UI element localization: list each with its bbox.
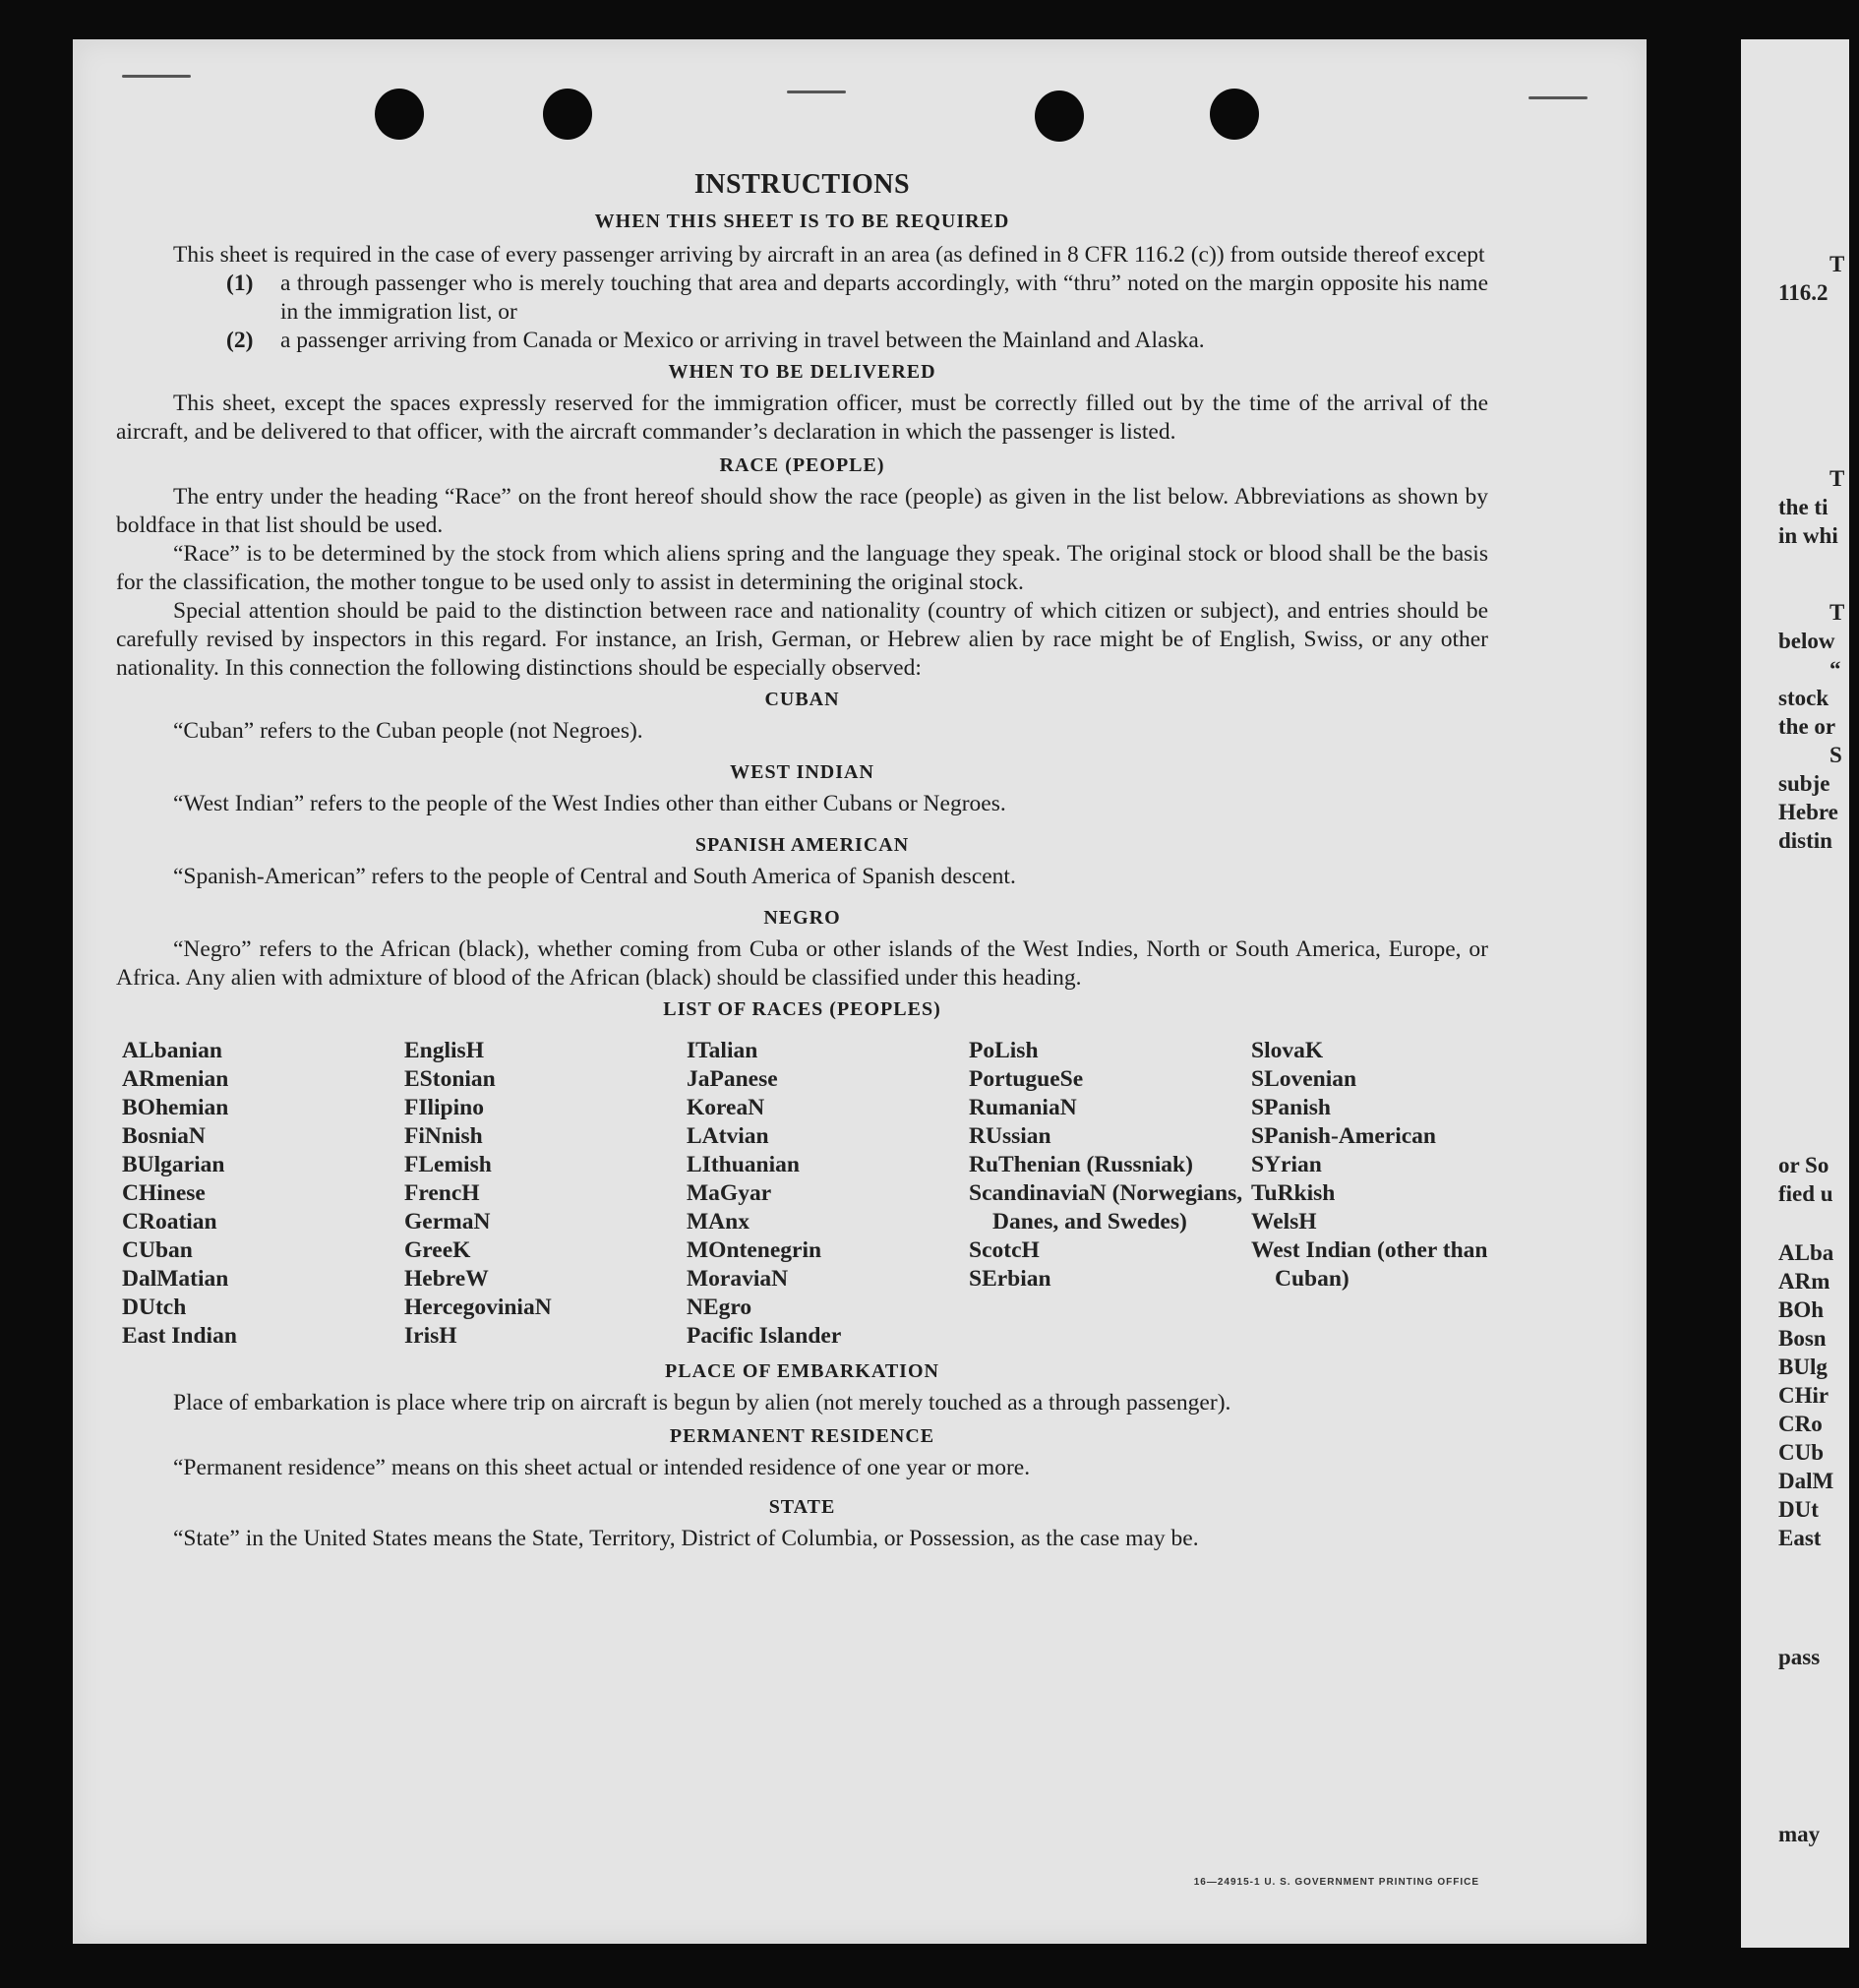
race-entry: BosniaN	[122, 1123, 206, 1149]
race-entry: CUban	[122, 1237, 193, 1263]
scan-mark	[122, 75, 191, 78]
race-entry: BUlgarian	[122, 1152, 225, 1177]
race-entry: FrencH	[404, 1180, 480, 1206]
section-heading-spanish-american: SPANISH AMERICAN	[694, 834, 910, 856]
race-entry: SErbian	[969, 1266, 1051, 1292]
printer-imprint: 16—24915-1 U. S. GOVERNMENT PRINTING OFFICE	[1193, 1877, 1479, 1888]
item-number: (2)	[226, 328, 254, 353]
state-text: “State” in the United States means the State, Territory, District of Columbia, or Possession, as the case may be.	[173, 1526, 1199, 1551]
fragment-text: Bosn	[1778, 1326, 1827, 1351]
race-entry: HebreW	[404, 1266, 489, 1292]
section-heading-west-indian: WEST INDIAN	[730, 761, 874, 783]
fragment-text: Hebre	[1778, 800, 1838, 824]
spanish-american-text: “Spanish-American” refers to the people of Central and South America of Spanish descent.	[173, 864, 1016, 889]
punch-hole	[1035, 90, 1084, 142]
page-title: INSTRUCTIONS	[693, 169, 911, 200]
embarkation-text: Place of embarkation is place where trip on aircraft is begun by alien (not merely touched as a through passenger).	[173, 1390, 1231, 1416]
fragment-text: stock	[1778, 686, 1829, 710]
residence-text: “Permanent residence” means on this sheet actual or intended residence of one year or more.	[173, 1455, 1031, 1480]
punch-hole	[375, 89, 424, 140]
races-column	[404, 1037, 687, 1351]
section-heading-residence: PERMANENT RESIDENCE	[669, 1425, 935, 1447]
item-text: a through passenger who is merely touching that area and departs accordingly, with “thru” noted on the margin opposite his name in the immigration list, or	[280, 271, 1488, 325]
fragment-text: “	[1829, 657, 1841, 682]
fragment-text: BUlg	[1778, 1355, 1828, 1379]
fragment-text: subje	[1778, 771, 1830, 796]
race-entry: MOntenegrin	[687, 1237, 822, 1263]
race-entry: CRoatian	[122, 1209, 217, 1235]
exception-item	[116, 327, 1488, 355]
section-heading-cuban: CUBAN	[764, 689, 840, 710]
west-indian-text: “West Indian” refers to the people of the West Indies other than either Cubans or Negroes.	[173, 791, 1006, 816]
race-entry: MoraviaN	[687, 1266, 789, 1292]
scan-mark	[1529, 96, 1588, 99]
scan-mark	[787, 90, 846, 93]
race-entry: Pacific Islander	[687, 1323, 842, 1349]
fragment-text: T	[1829, 466, 1845, 491]
race-entry: CHinese	[122, 1180, 206, 1206]
section-heading-when-delivered: WHEN TO BE DELIVERED	[668, 361, 936, 383]
fragment-text: ALba	[1778, 1240, 1834, 1265]
races-column	[1251, 1037, 1497, 1351]
race-entry: MAnx	[687, 1209, 750, 1235]
race-entry: GermaN	[404, 1209, 491, 1235]
race-entry: FLemish	[404, 1152, 492, 1177]
race-entry: DUtch	[122, 1295, 187, 1320]
race-entry: GreeK	[404, 1237, 471, 1263]
race-entry: SLovenian	[1251, 1066, 1357, 1092]
fragment-text: DalM	[1778, 1469, 1834, 1493]
fragment-text: pass	[1778, 1645, 1821, 1669]
races-list	[122, 1037, 1488, 1351]
race-entry: TuRkish	[1251, 1180, 1336, 1206]
race-entry: ALbanian	[122, 1038, 222, 1063]
section-heading-when-required: WHEN THIS SHEET IS TO BE REQUIRED	[594, 211, 1010, 232]
exception-list	[116, 270, 1488, 355]
fragment-text: 116.2	[1778, 280, 1829, 305]
fragment-text: BOh	[1778, 1297, 1825, 1322]
races-column	[687, 1037, 969, 1351]
punch-hole	[543, 89, 592, 140]
item-text: a passenger arriving from Canada or Mexico or arriving in travel between the Mainland and Alaska.	[280, 328, 1205, 353]
section-heading-embarkation: PLACE OF EMBARKATION	[665, 1360, 939, 1382]
race-entry: DalMatian	[122, 1266, 229, 1292]
exception-item	[116, 270, 1488, 327]
race-entry: BOhemian	[122, 1095, 229, 1120]
item-number: (1)	[226, 271, 254, 296]
fragment-text: in whi	[1778, 523, 1838, 548]
race-entry: LIthuanian	[687, 1152, 800, 1177]
punch-hole	[1210, 89, 1259, 140]
section-heading-race: RACE (PEOPLE)	[719, 454, 885, 476]
race-entry: ScandinaviaN (Norwegians, Danes, and Swedes)	[969, 1180, 1243, 1235]
race-entry: MaGyar	[687, 1180, 772, 1206]
race-entry: West Indian (other than Cuban)	[1251, 1237, 1488, 1292]
race-entry: SYrian	[1251, 1152, 1322, 1177]
race-entry: EStonian	[404, 1066, 496, 1092]
cuban-text: “Cuban” refers to the Cuban people (not Negroes).	[173, 718, 643, 744]
fragment-text: ARm	[1778, 1269, 1830, 1294]
fragment-text: may	[1778, 1822, 1821, 1846]
instructions-text	[116, 169, 1488, 1553]
fragment-text: S	[1829, 743, 1842, 767]
race-entry: ARmenian	[122, 1066, 229, 1092]
race-entry: SPanish-American	[1251, 1123, 1436, 1149]
race-entry: FiNnish	[404, 1123, 483, 1149]
fragment-text: fied u	[1778, 1181, 1833, 1206]
race-entry: RUssian	[969, 1123, 1051, 1149]
race-entry: JaPanese	[687, 1066, 778, 1092]
race-paragraph-3: Special attention should be paid to the distinction between race and nationality (country of which citizen or subject), and entries should be carefully revised by inspectors in this regard. For instance, an Irish, German, or Hebrew alien by race might be of English, Swiss, or any other nationality. In this connection the following distinctions should be especially observed:	[116, 598, 1488, 681]
race-entry: PortugueSe	[969, 1066, 1084, 1092]
race-entry: RuThenian (Russniak)	[969, 1152, 1193, 1177]
fragment-text: CUb	[1778, 1440, 1825, 1465]
fragment-text: T	[1829, 600, 1845, 625]
section-heading-state: STATE	[768, 1496, 836, 1518]
race-entry: KoreaN	[687, 1095, 765, 1120]
race-entry: ITalian	[687, 1038, 758, 1063]
race-entry: East Indian	[122, 1323, 237, 1349]
negro-text: “Negro” refers to the African (black), whether coming from Cuba or other islands of the West Indies, North or South America, Europe, or Africa. Any alien with admixture of blood of the African (black) should be classified under this heading.	[116, 936, 1488, 991]
document-page	[73, 39, 1647, 1944]
race-entry: LAtvian	[687, 1123, 769, 1149]
race-paragraph-2: “Race” is to be determined by the stock from which aliens spring and the language they speak. The original stock or blood shall be the basis for the classification, the mother tongue to be used only to assist in determining the original stock.	[116, 541, 1488, 595]
fragment-text: the or	[1778, 714, 1836, 739]
races-column	[122, 1037, 404, 1351]
fragment-text: below	[1778, 629, 1835, 653]
fragment-text: distin	[1778, 828, 1832, 853]
race-entry: IrisH	[404, 1323, 457, 1349]
fragment-text: or So	[1778, 1153, 1829, 1177]
fragment-text: the ti	[1778, 495, 1829, 519]
race-entry: WelsH	[1251, 1209, 1317, 1235]
race-entry: RumaniaN	[969, 1095, 1077, 1120]
race-entry: FIlipino	[404, 1095, 484, 1120]
race-entry: ScotcH	[969, 1237, 1040, 1263]
race-entry: PoLish	[969, 1038, 1039, 1063]
race-entry: NEgro	[687, 1295, 752, 1320]
fragment-text: DUt	[1778, 1497, 1819, 1522]
race-entry: EnglisH	[404, 1038, 484, 1063]
races-column	[969, 1037, 1251, 1351]
race-entry: SlovaK	[1251, 1038, 1324, 1063]
fragment-text: CHir	[1778, 1383, 1829, 1408]
fragment-text: T	[1829, 252, 1845, 276]
fragment-text: East	[1778, 1526, 1822, 1550]
fragment-text: CRo	[1778, 1412, 1823, 1436]
race-paragraph-1: The entry under the heading “Race” on the front hereof should show the race (people) as given in the list below. Abbreviations as shown by boldface in that list should be used.	[116, 484, 1488, 538]
section-heading-negro: NEGRO	[763, 907, 841, 929]
race-entry: HercegoviniaN	[404, 1295, 552, 1320]
race-entry: SPanish	[1251, 1095, 1331, 1120]
section-heading-races-list: LIST OF RACES (PEOPLES)	[663, 998, 941, 1020]
when-delivered-text: This sheet, except the spaces expressly reserved for the immigration officer, must be correctly filled out by the time of the arrival of the aircraft, and be delivered to that officer, with the aircraft commander’s declaration in which the passenger is listed.	[116, 391, 1488, 445]
adjacent-page-edge	[1741, 39, 1849, 1948]
when-required-intro: This sheet is required in the case of every passenger arriving by aircraft in an area (as defined in 8 CFR 116.2 (c)) from outside thereof except	[173, 242, 1485, 268]
